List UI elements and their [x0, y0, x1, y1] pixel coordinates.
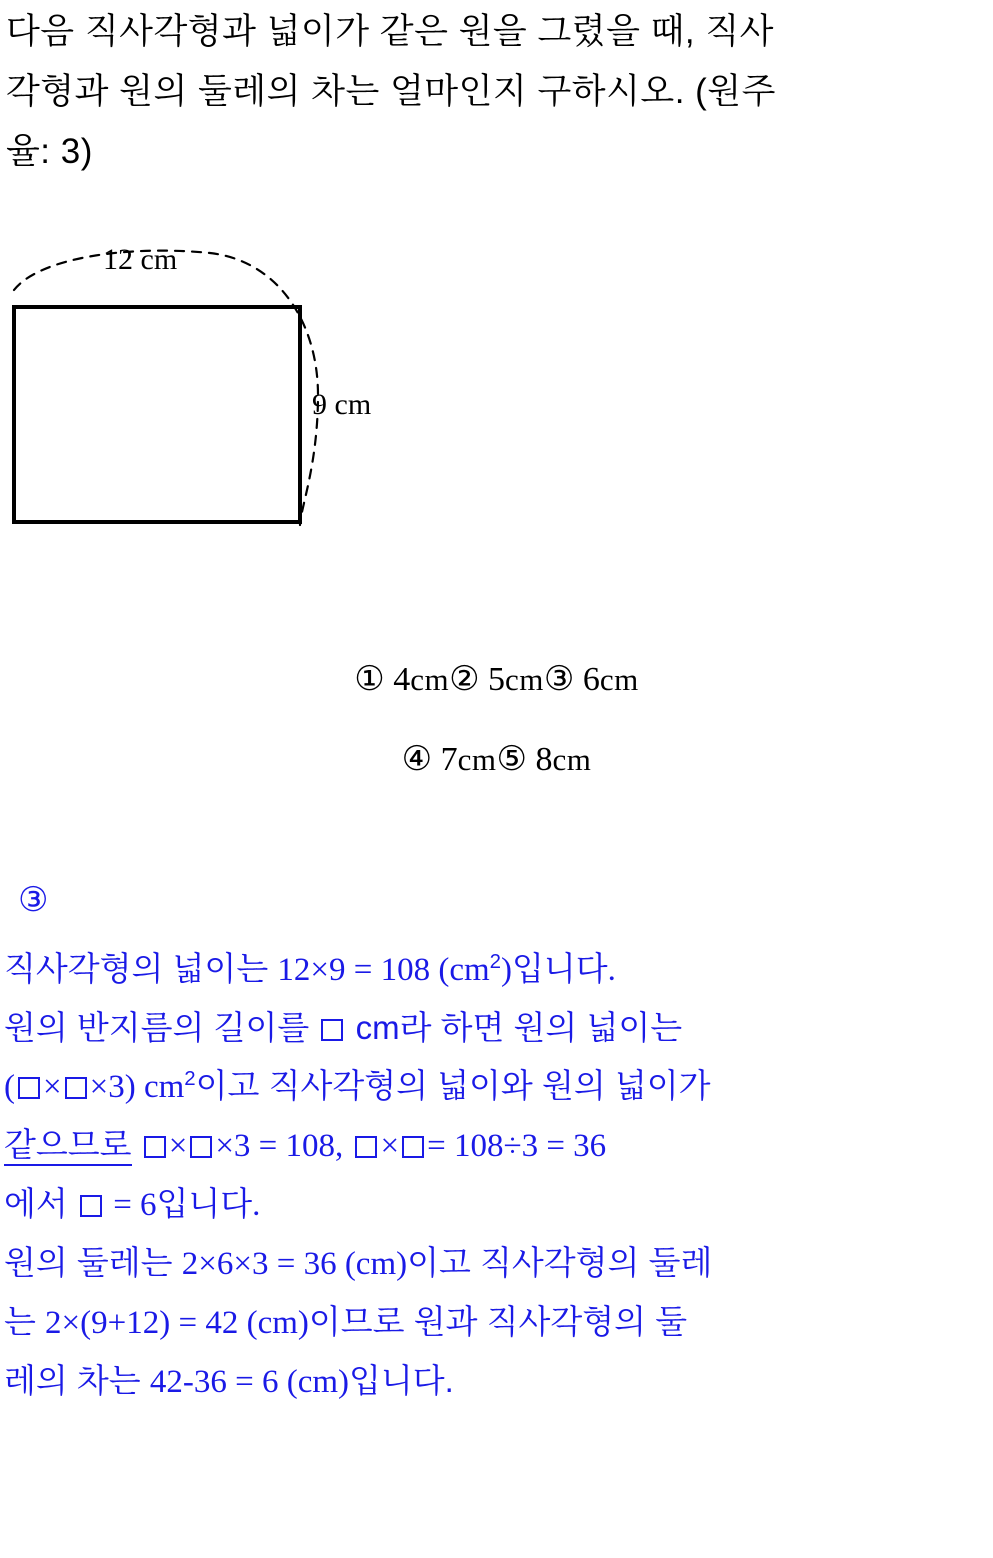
solution-line-6 [4, 1234, 989, 1293]
choice-unit-3: cm [599, 662, 639, 697]
solution-line-1-tail: )입니다. [501, 952, 616, 988]
question-text [6, 2, 986, 182]
solution-text [4, 940, 989, 1411]
solution-line-8 [4, 1352, 989, 1411]
solution-line-4-text: 같으므로 [4, 1126, 132, 1166]
solution-line-3 [4, 1057, 989, 1116]
answer-marker: ③ [18, 882, 49, 919]
choice-marker-2[interactable]: ② [449, 661, 480, 698]
solution-line-2-tail: cm라 하면 원의 넓이는 [346, 1009, 683, 1046]
solution-line-7-tail: 이므로 원과 직사각형의 둘 [308, 1303, 688, 1340]
solution-line-4 [4, 1116, 989, 1175]
choice-marker-4[interactable]: ④ [401, 741, 433, 778]
blank-box-icon [18, 1077, 40, 1099]
question-line-1: 다음 직사각형과 넓이가 같은 원을 그렸을 때, 직사 [6, 12, 774, 51]
solution-line-2 [4, 999, 989, 1057]
solution-line-2-text: 원의 반지름의 길이를 [4, 1009, 319, 1046]
solution-line-4-times-2: × [380, 1128, 400, 1164]
choice-value-4: 7 [440, 741, 458, 778]
figure-right-label: 9 cm [312, 388, 372, 421]
solution-line-7 [4, 1293, 989, 1352]
solution-line-3-times: × [43, 1069, 62, 1105]
solution-line-1 [4, 940, 989, 999]
solution-line-4-eq-2: = 108÷3 = 36 [427, 1128, 607, 1164]
choices-row-2 [0, 720, 993, 800]
solution-line-4-times-1: × [168, 1128, 188, 1164]
solution-line-5 [4, 1175, 989, 1234]
figure-top-label: 12 cm [103, 243, 178, 276]
solution-line-3-close: ×3) cm [89, 1069, 185, 1105]
solution-line-4-eq-1: ×3 = 108, [215, 1128, 344, 1164]
solution-line-7-head: 는 [4, 1303, 46, 1340]
solution-line-8-math: 42-36 = 6 (cm) [149, 1364, 350, 1400]
choice-unit-2: cm [505, 662, 544, 697]
figure-svg [0, 225, 420, 545]
solution-line-6-tail: 이고 직사각형의 둘레 [407, 1244, 713, 1281]
choice-value-2: 5 [488, 661, 506, 698]
choice-value-3: 6 [582, 661, 600, 698]
question-line-3: 율: 3) [6, 132, 93, 171]
dashed-circle-arc [14, 251, 318, 525]
solution-line-3-open: ( [4, 1069, 15, 1105]
choice-unit-5: cm [552, 742, 592, 777]
solution-line-8-head: 레의 차는 [4, 1362, 150, 1399]
choice-value-1: 4 [393, 661, 411, 698]
figure-rectangle-circle [0, 225, 420, 545]
blank-box-icon [355, 1136, 377, 1158]
choice-unit-1: cm [410, 662, 450, 697]
solution-line-1-text: 직사각형의 넓이는 [4, 950, 278, 987]
choice-marker-1[interactable]: ① [354, 661, 385, 698]
solution-line-3-tail: 이고 직사각형의 넓이와 원의 넓이가 [195, 1067, 711, 1104]
solution-line-1-math: 12×9 = 108 (cm [277, 952, 490, 988]
blank-box-icon [144, 1136, 166, 1158]
answer-choices [0, 640, 993, 800]
blank-box-icon [321, 1019, 343, 1041]
choices-row-1 [0, 640, 993, 720]
choice-marker-3[interactable]: ③ [543, 661, 575, 698]
solution-exponent-2: 2 [184, 1067, 196, 1090]
choice-value-5: 8 [535, 741, 553, 778]
blank-box-icon [80, 1195, 102, 1217]
choice-unit-4: cm [457, 742, 497, 777]
solution-line-8-tail: 입니다. [349, 1362, 454, 1399]
solution-line-5-tail: = 6입니다. [104, 1187, 261, 1223]
blank-box-icon [190, 1136, 212, 1158]
blank-box-icon [402, 1136, 424, 1158]
rectangle-shape [14, 307, 300, 522]
solution-line-5-head: 에서 [4, 1185, 77, 1222]
solution-line-6-head: 원의 둘레는 [4, 1244, 182, 1281]
solution-exponent-1: 2 [489, 950, 502, 973]
choice-marker-5[interactable]: ⑤ [496, 741, 527, 778]
blank-box-icon [65, 1077, 87, 1099]
question-line-2: 각형과 원의 둘레의 차는 얼마인지 구하시오. (원주 [6, 72, 776, 111]
solution-line-6-math: 2×6×3 = 36 (cm) [181, 1246, 408, 1282]
solution-line-7-math: 2×(9+12) = 42 (cm) [45, 1305, 309, 1341]
